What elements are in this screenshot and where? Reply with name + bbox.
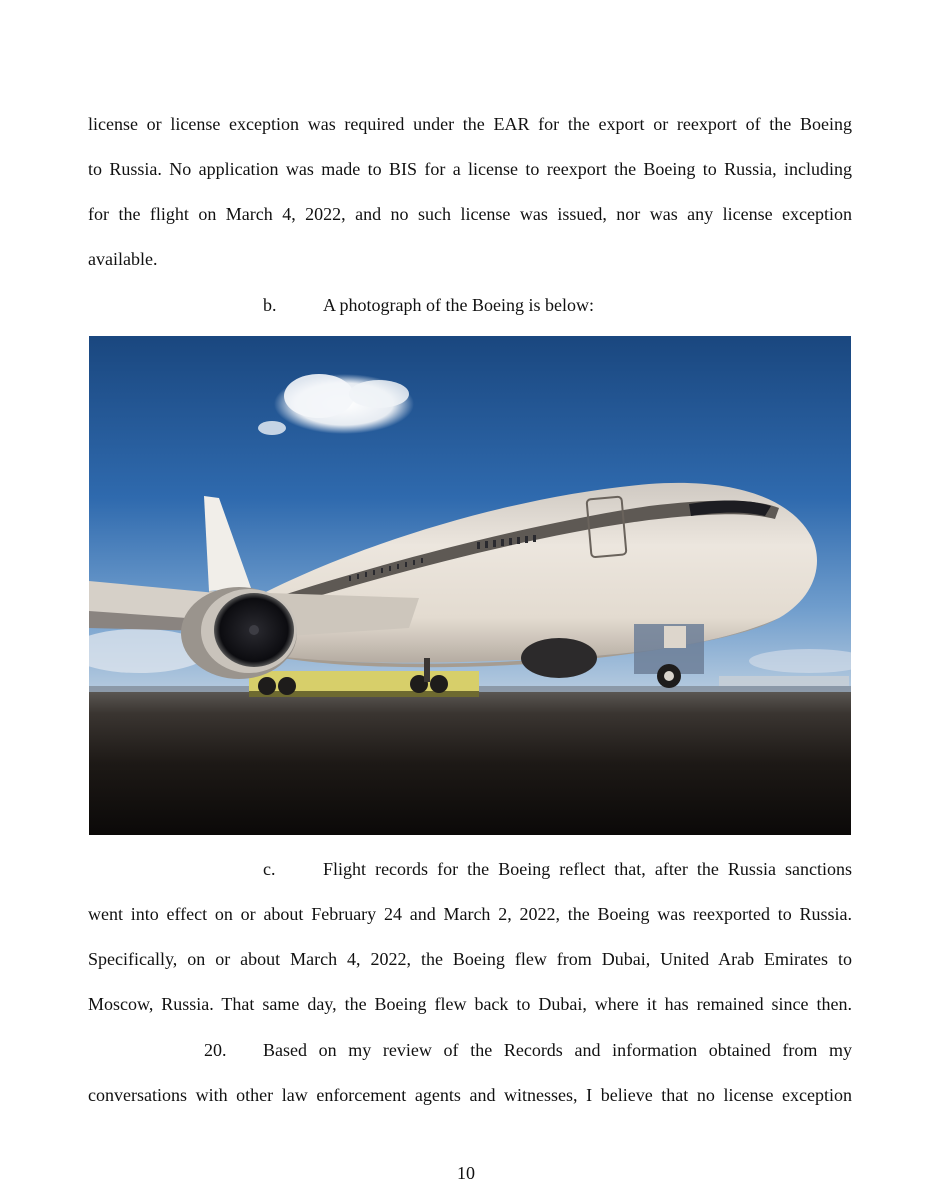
para-20-marker: 20.: [204, 1040, 227, 1060]
para-c-line-2: went into effect on or about February 24 and March 2, 2022, the Boeing was reexported to Russia.: [88, 904, 852, 924]
para-a-line-1: license or license exception was required under the EAR for the export or reexport of the Boeing: [88, 114, 852, 134]
boeing-photograph: [89, 336, 851, 835]
para-20-first-line: Based on my review of the Records and information obtained from my: [263, 1040, 852, 1060]
para-c-marker: c.: [263, 859, 276, 879]
airplane-image: [89, 336, 851, 835]
para-b-marker: b.: [263, 295, 277, 315]
para-c-line-3: Specifically, on or about March 4, 2022, the Boeing flew from Dubai, United Arab Emirates to: [88, 949, 852, 969]
para-c-first-line: Flight records for the Boeing reflect that, after the Russia sanctions: [323, 859, 852, 879]
para-a-line-4: available.: [88, 249, 158, 269]
para-a-line-2: to Russia. No application was made to BIS for a license to reexport the Boeing to Russia, including: [88, 159, 852, 179]
para-c-line-4: Moscow, Russia. That same day, the Boeing flew back to Dubai, where it has remained since then.: [88, 994, 852, 1014]
page-number: 10: [457, 1163, 475, 1183]
para-b-text: A photograph of the Boeing is below:: [323, 295, 594, 315]
para-a-line-3: for the flight on March 4, 2022, and no such license was issued, nor was any license exception: [88, 204, 852, 224]
para-20-line-2: conversations with other law enforcement agents and witnesses, I believe that no license exception: [88, 1085, 852, 1105]
